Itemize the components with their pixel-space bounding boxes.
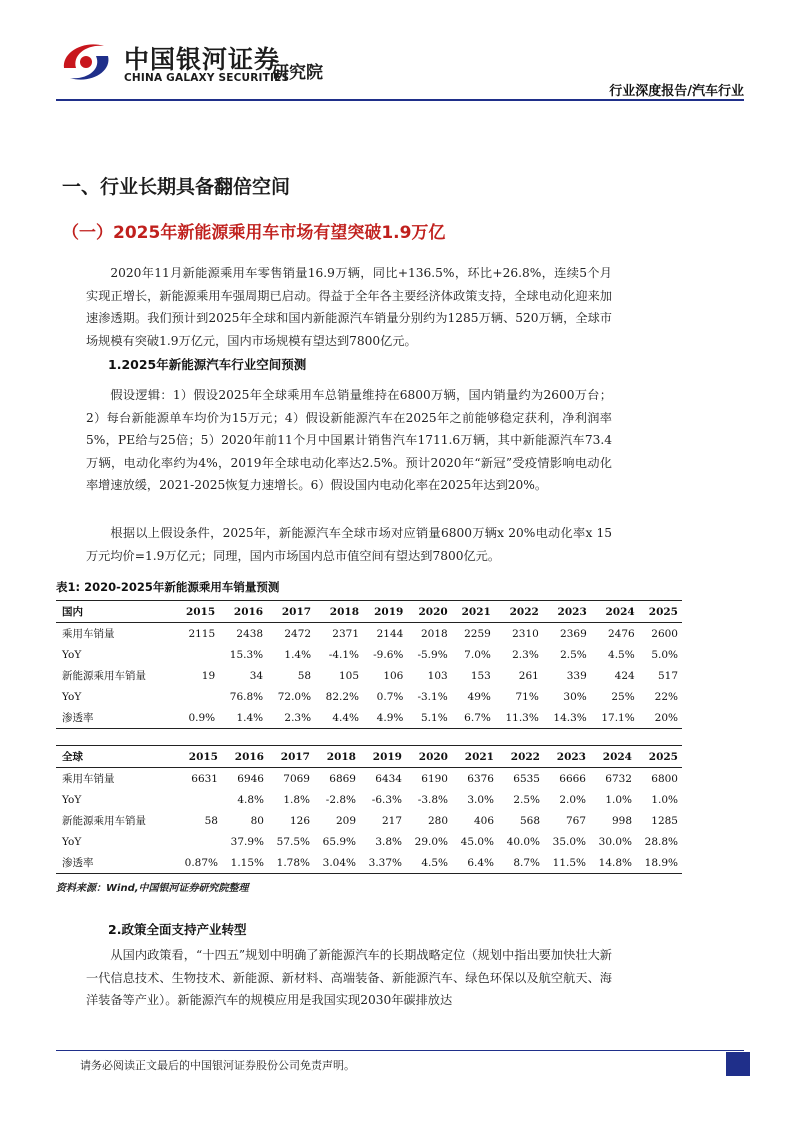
table-cell: 14.3% (543, 707, 591, 729)
table-cell: 58 (204, 814, 218, 827)
table-cell: 25% (611, 690, 635, 703)
table-cell: 4.8% (237, 793, 264, 806)
table-cell: 30% (563, 690, 587, 703)
table-cell: 209 (335, 814, 356, 827)
table-cell: 37.9% (230, 835, 264, 848)
section-title: 一、行业长期具备翻倍空间 (62, 176, 291, 198)
year-cell: 2016 (219, 601, 267, 623)
table-cell: 45.0% (460, 835, 494, 848)
table-row (56, 707, 682, 729)
table-cell: 6666 (559, 772, 586, 785)
year-cell: 2024 (591, 601, 639, 623)
row-label: YoY (62, 793, 82, 806)
table-cell: 1.4% (219, 707, 267, 729)
table-cell: 40.0% (506, 835, 540, 848)
row-label: YoY (62, 835, 82, 848)
table-cell: 2371 (332, 627, 360, 640)
table-cell: 18.9% (636, 852, 682, 874)
table-cell: 4.9% (363, 707, 407, 729)
table-cell: 7.0% (464, 648, 491, 661)
table-cell: 106 (383, 669, 404, 682)
table-cell: 2.5% (513, 793, 540, 806)
table-cell: 29.0% (414, 835, 448, 848)
year-cell: 2022 (498, 746, 544, 768)
year-cell: 2018 (314, 746, 360, 768)
table-cell: 1.15% (222, 852, 268, 874)
subsection-title: （一）2025年新能源乘用车市场有望突破1.9万亿 (62, 223, 446, 243)
page-header (0, 0, 800, 110)
table-cell: -3.1% (417, 690, 448, 703)
table-cell: 339 (566, 669, 587, 682)
table-cell: 6869 (329, 772, 356, 785)
table-cell: 2.0% (559, 793, 586, 806)
table-domestic (56, 600, 682, 729)
table-cell: 217 (381, 814, 402, 827)
year-cell: 2022 (495, 601, 543, 623)
table-cell: 15.3% (229, 648, 264, 661)
table-cell: 5.1% (407, 707, 451, 729)
table-cell: 71% (515, 690, 539, 703)
table-cell: 2144 (376, 627, 404, 640)
table-cell: 153 (470, 669, 491, 682)
table-cell: 49% (467, 690, 491, 703)
table-cell: 1.8% (283, 793, 310, 806)
table-cell: -5.9% (417, 648, 448, 661)
table-cell: 19 (201, 669, 216, 682)
table-cell: 3.37% (360, 852, 406, 874)
year-cell: 2023 (544, 746, 590, 768)
table-cell (176, 644, 219, 665)
table-cell: 22% (654, 690, 678, 703)
year-cell: 2019 (360, 746, 406, 768)
table-cell: 76.8% (229, 690, 264, 703)
table-cell: 2438 (236, 627, 264, 640)
table-cell: 2310 (512, 627, 539, 640)
paragraph-assumptions: 假设逻辑：1）假设2025年全球乘用车总销量维持在6800万辆，国内销量约为2600万台；2）每台新能源单车均价为15万元；4）假设新能源汽车在2025年之前能够稳定获利，净利润率5%，PE给与25倍；5）2020年前11个月中国累计销售汽车1711.6万辆，其中新能源汽车73.4万辆，电动化率约为4%，2019年全球电动化率达2.5%。预计2020年“新冠”受疫情影响电动化率增速放缓，2021-2025恢复力速增长。6）假设国内电动化率在2025年达到20%。 (86, 388, 612, 492)
table-cell: 11.3% (495, 707, 543, 729)
year-cell: 2020 (406, 746, 452, 768)
table-cell: 28.8% (644, 835, 678, 848)
table-cell: 58 (297, 669, 312, 682)
table-cell: 1.78% (268, 852, 314, 874)
table-cell: 1285 (651, 814, 678, 827)
table-row (56, 665, 682, 686)
table-cell: 261 (518, 669, 539, 682)
table-cell: 1.4% (284, 648, 312, 661)
row-label: 渗透率 (56, 852, 176, 874)
table-source: 资料来源：Wind,中国银河证券研究院整理 (56, 883, 249, 894)
row-label: 乘用车销量 (62, 773, 115, 785)
table-cell: 20% (639, 707, 682, 729)
year-cell: 2020 (407, 601, 451, 623)
year-cell: 2015 (176, 746, 222, 768)
footer-divider (56, 1050, 744, 1051)
paragraph-policy: 从国内政策看，“十四五”规划中明确了新能源汽车的长期战略定位（规划中指出要加快壮大新一代信息技术、生物技术、新能源、新材料、高端装备、新能源汽车、绿色环保以及航空航天、海洋装备等产业）。新能源汽车的规模应用是我国实现2030年碳排放达 (86, 948, 612, 1007)
table-cell: 6.4% (452, 852, 498, 874)
logo-english-name: CHINA GALAXY SECURITIES (124, 72, 290, 84)
table-cell: -3.8% (417, 793, 448, 806)
table-cell (176, 831, 222, 852)
table-cell: 280 (427, 814, 448, 827)
table-cell: 0.9% (176, 707, 219, 729)
table-cell: 103 (427, 669, 448, 682)
table-cell: 6190 (421, 772, 448, 785)
subheading-forecast: 1.2025年新能源汽车行业空间预测 (108, 357, 307, 372)
table-row (56, 644, 682, 665)
table-cell: 6800 (651, 772, 678, 785)
table-row (56, 789, 682, 810)
table-cell: 2018 (420, 627, 448, 640)
table-cell: 406 (473, 814, 494, 827)
table-row (56, 852, 682, 874)
table-cell: 72.0% (277, 690, 312, 703)
table-cell: 4.4% (315, 707, 363, 729)
table-header-row (56, 601, 682, 623)
year-cell: 2021 (452, 601, 495, 623)
table-cell: 6535 (513, 772, 540, 785)
table-cell: 517 (657, 669, 678, 682)
table-cell: 30.0% (598, 835, 632, 848)
table-region-label: 国内 (56, 601, 176, 623)
table-cell: 2259 (464, 627, 491, 640)
year-cell: 2015 (176, 601, 219, 623)
table-cell: 57.5% (276, 835, 310, 848)
row-label: 乘用车销量 (62, 628, 115, 640)
table-cell (176, 686, 219, 707)
galaxy-logo-icon (58, 38, 114, 86)
table-cell: 7069 (283, 772, 310, 785)
year-cell: 2024 (590, 746, 636, 768)
table-cell: -2.8% (325, 793, 356, 806)
table-cell: 3.04% (314, 852, 360, 874)
header-divider (56, 99, 744, 101)
page-marker-block (726, 1052, 750, 1076)
table-cell: 2.3% (267, 707, 315, 729)
year-cell: 2017 (268, 746, 314, 768)
row-label: YoY (62, 648, 82, 661)
year-cell: 2016 (222, 746, 268, 768)
year-cell: 2025 (639, 601, 682, 623)
table-cell: 0.87% (176, 852, 222, 874)
table-row (56, 623, 682, 645)
table-row (56, 768, 682, 790)
table-cell: 568 (519, 814, 540, 827)
table-cell: 14.8% (590, 852, 636, 874)
table-cell: 65.9% (322, 835, 356, 848)
year-cell: 2018 (315, 601, 363, 623)
table-row (56, 831, 682, 852)
table-row (56, 810, 682, 831)
table-cell: 2369 (560, 627, 587, 640)
table-cell: 2.3% (512, 648, 539, 661)
table-cell: 424 (614, 669, 635, 682)
paragraph-market-overview: 2020年11月新能源乘用车零售销量16.9万辆，同比+136.5%，环比+26.8%，连续5个月实现正增长，新能源乘用车强周期已启动。得益于全年各主要经济体政策支持，全球电动化迎来加速渗透期。我们预计到2025年全球和国内新能源汽车销量分别约为1285万辆、520万辆，全球市场规模有突破1.9万亿元，国内市场规模有望达到7800亿元。 (86, 266, 612, 348)
subheading-policy: 2.政策全面支持产业转型 (108, 922, 247, 937)
table-cell: 5.0% (651, 648, 678, 661)
report-category: 行业深度报告/汽车行业 (609, 84, 744, 99)
table-cell: 3.8% (375, 835, 402, 848)
table-cell: 998 (611, 814, 632, 827)
table-cell: -6.3% (371, 793, 402, 806)
table-cell: 35.0% (552, 835, 586, 848)
table-cell: 2472 (284, 627, 312, 640)
table-cell: 2600 (651, 627, 678, 640)
table-cell: -9.6% (373, 648, 404, 661)
table-cell: 126 (289, 814, 310, 827)
row-label: 新能源乘用车销量 (62, 670, 146, 682)
table-cell: 2115 (188, 627, 216, 640)
logo-institute: 研究院 (272, 63, 323, 83)
row-label: 渗透率 (56, 707, 176, 729)
table-cell: 1.0% (651, 793, 678, 806)
table-region-label: 全球 (56, 746, 176, 768)
year-cell: 2017 (267, 601, 315, 623)
table-cell: 2476 (607, 627, 635, 640)
row-label: 新能源乘用车销量 (62, 815, 146, 827)
year-cell: 2025 (636, 746, 682, 768)
table-cell: 105 (338, 669, 360, 682)
table-cell: 6434 (375, 772, 402, 785)
table-cell: 11.5% (544, 852, 590, 874)
table-cell: 80 (250, 814, 264, 827)
table-header-row (56, 746, 682, 768)
table-row (56, 686, 682, 707)
paragraph-conclusion: 根据以上假设条件，2025年，新能源汽车全球市场对应销量6800万辆x 20%电动化率x 15万元均价=1.9万亿元；同理，国内市场国内总市值空间有望达到7800亿元。 (86, 526, 612, 563)
table-cell: -4.1% (328, 648, 360, 661)
row-label: YoY (62, 690, 82, 703)
table-cell: 34 (249, 669, 264, 682)
table-caption: 表1: 2020-2025年新能源乘用车销量预测 (56, 580, 280, 594)
table-cell: 17.1% (591, 707, 639, 729)
table-cell: 6631 (191, 772, 218, 785)
year-cell: 2021 (452, 746, 498, 768)
table-cell: 8.7% (498, 852, 544, 874)
table-cell: 767 (565, 814, 586, 827)
logo-chinese-name: 中国银河证券 (124, 45, 281, 74)
table-global (56, 745, 682, 874)
year-cell: 2023 (543, 601, 591, 623)
footer-disclaimer: 请务必阅读正文最后的中国银河证券股份公司免责声明。 (80, 1059, 355, 1072)
table-cell: 6732 (605, 772, 632, 785)
table-cell: 6376 (467, 772, 494, 785)
table-cell: 2.5% (560, 648, 587, 661)
table-cell: 6.7% (452, 707, 495, 729)
table-cell: 0.7% (376, 690, 404, 703)
table-cell: 82.2% (325, 690, 360, 703)
table-cell: 6946 (237, 772, 264, 785)
table-cell (176, 789, 222, 810)
year-cell: 2019 (363, 601, 407, 623)
table-cell: 4.5% (608, 648, 635, 661)
table-cell: 1.0% (605, 793, 632, 806)
table-cell: 3.0% (467, 793, 494, 806)
table-cell: 4.5% (406, 852, 452, 874)
